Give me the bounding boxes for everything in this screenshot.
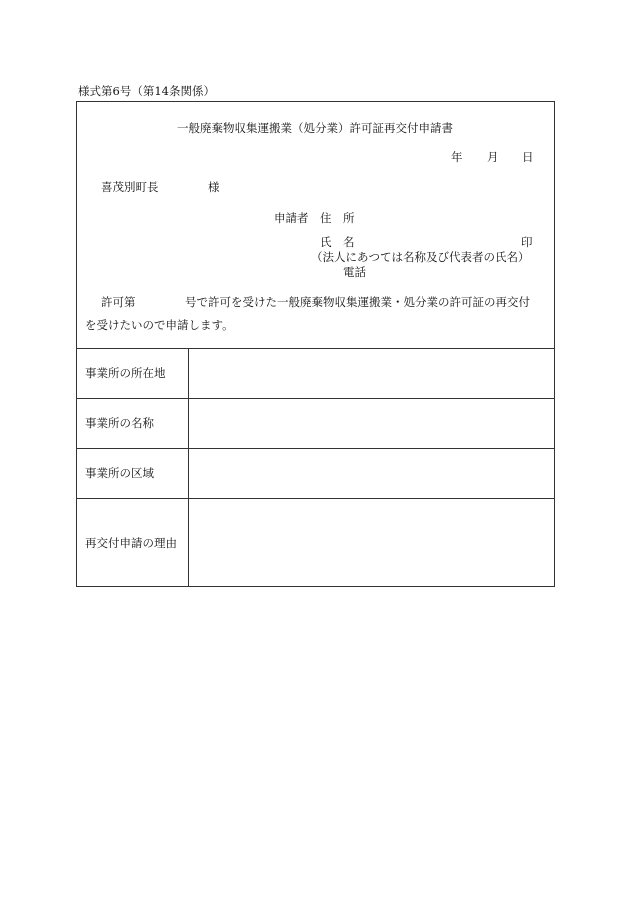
form-title: 一般廃棄物収集運搬業（処分業）許可証再交付申請書 (177, 121, 453, 135)
applicant-address-label: 住 所 (320, 211, 355, 225)
addressee-honorific: 様 (208, 180, 220, 194)
row-divider (77, 398, 554, 399)
row-label-reason: 再交付申請の理由 (85, 536, 177, 550)
row-label-location: 事業所の所在地 (85, 366, 166, 380)
table-top-divider (77, 348, 554, 349)
application-form (76, 101, 555, 587)
row-label-name: 事業所の名称 (85, 416, 154, 430)
row-divider (77, 498, 554, 499)
phone-label: 電話 (343, 265, 366, 279)
date-month: 月 (487, 150, 499, 164)
date-day: 日 (522, 150, 534, 164)
row-label-area: 事業所の区域 (85, 466, 154, 480)
form-number: 様式第6号（第14条関係） (78, 84, 215, 98)
table-column-divider (188, 348, 189, 586)
corporate-note: （法人にあつては名称及び代表者の氏名） (311, 250, 530, 264)
addressee-name: 喜茂別町長 (101, 180, 159, 194)
seal-mark: 印 (521, 235, 533, 249)
date-year: 年 (451, 150, 463, 164)
applicant-name-label: 氏 名 (320, 235, 355, 249)
body-line2: を受けたいので申請します。 (85, 318, 234, 332)
permit-prefix: 許可第 (101, 295, 136, 309)
applicant-label: 申請者 (274, 211, 309, 225)
body-line1: 号で許可を受けた一般廃棄物収集運搬業・処分業の許可証の再交付 (185, 295, 530, 309)
row-divider (77, 448, 554, 449)
